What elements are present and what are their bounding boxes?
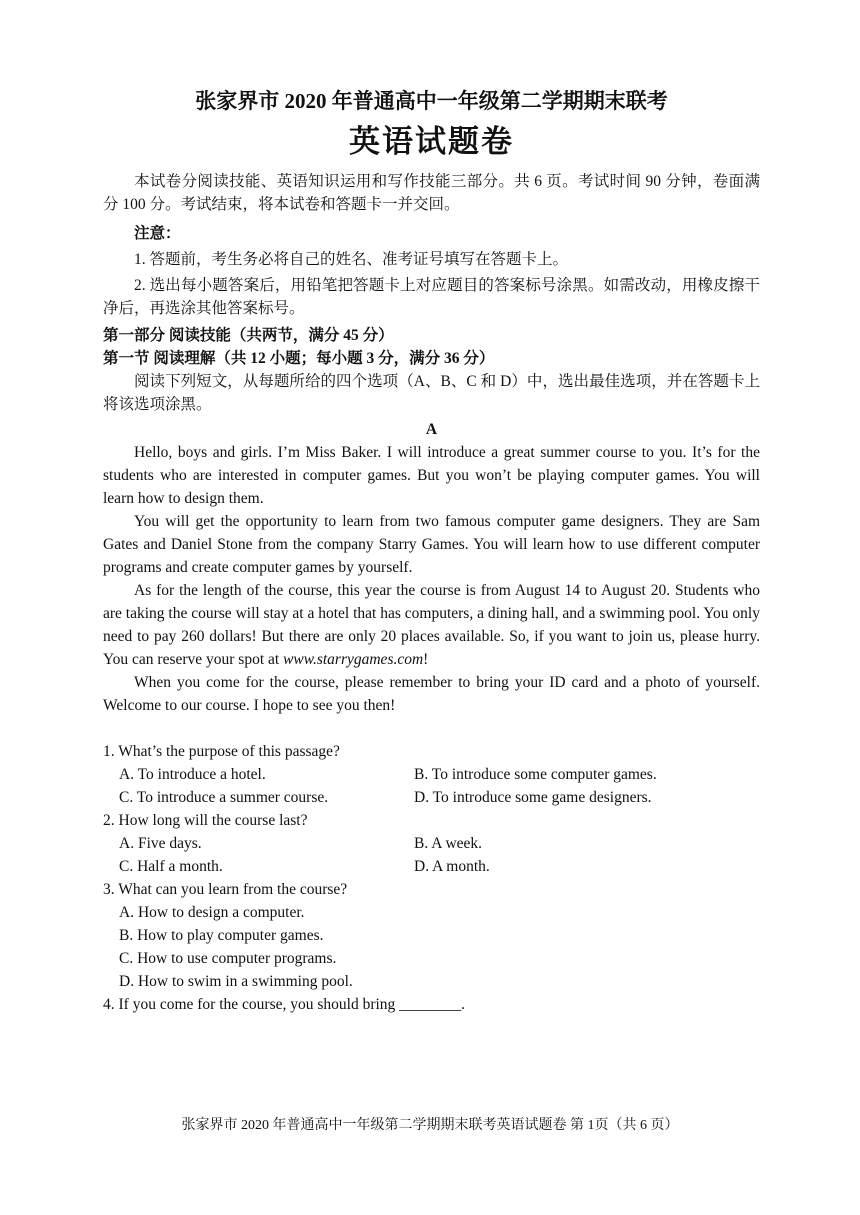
passage-paragraph-4: When you come for the course, please remember to bring your ID card and a photo of yourself. Welcome to our course. I hope to see you then! bbox=[103, 674, 760, 714]
option-row bbox=[103, 786, 760, 809]
option-b: B. A week. bbox=[414, 835, 483, 852]
option-c: C. How to use computer programs. bbox=[119, 950, 337, 967]
question-list bbox=[103, 740, 760, 1016]
notice-item-2: 2. 选出每小题答案后，用铅笔把答题卡上对应题目的答案标号涂黑。如需改动，用橡皮擦干净后，再选涂其他答案标号。 bbox=[103, 277, 760, 317]
notice-label: 注意： bbox=[134, 225, 181, 242]
passage-paragraph-1: Hello, boys and girls. I’m Miss Baker. I will introduce a great summer course to you. It’s for the students who are interested in computer games. But you won’t be playing computer games. You will learn how to design them. bbox=[103, 444, 760, 507]
paragraph-3-end: ! bbox=[423, 651, 429, 668]
option-c: C. Half a month. bbox=[119, 858, 223, 875]
notice-item-1: 1. 答题前，考生务必将自己的姓名、准考证号填写在答题卡上。 bbox=[134, 251, 569, 268]
option-d: D. How to swim in a swimming pool. bbox=[119, 973, 353, 990]
website-link: www.starrygames.com bbox=[283, 651, 424, 668]
question-stem: 2. How long will the course last? bbox=[103, 812, 308, 829]
option-a: A. To introduce a hotel. bbox=[119, 766, 266, 783]
passage-paragraph-3 bbox=[103, 579, 760, 671]
section1-heading: 第一节 阅读理解（共 12 小题；每小题 3 分，满分 36 分） bbox=[103, 350, 495, 367]
exam-subject-title: 英语试题卷 bbox=[349, 124, 514, 159]
page-footer: 张家界市 2020 年普通高中一年级第二学期期末联考英语试题卷 第 1页（共 6 页） bbox=[181, 1118, 679, 1133]
option-d: D. A month. bbox=[414, 858, 490, 875]
option-b: B. To introduce some computer games. bbox=[414, 766, 657, 783]
intro-text: 本试卷分阅读技能、英语知识运用和写作技能三部分。共 6 页。考试时间 90 分钟，卷面满分 100 分。考试结束，将本试卷和答题卡一并交回。 bbox=[103, 173, 760, 213]
question-stem: 3. What can you learn from the course? bbox=[103, 881, 348, 898]
paragraph-3-text: As for the length of the course, this year the course is from August 14 to August 20. Students who are taking the course will stay at a hotel that has computers, a dining hall, and a swimming pool. You only need to pay 260 dollars! But there are only 20 places available. So, if you want to join us, please hurry. You can reserve your spot at bbox=[103, 582, 760, 668]
option-a: A. Five days. bbox=[119, 835, 202, 852]
question-stem: 1. What’s the purpose of this passage? bbox=[103, 743, 340, 760]
option-d: D. To introduce some game designers. bbox=[414, 789, 652, 806]
passage-letter: A bbox=[425, 421, 438, 438]
option-b: B. How to play computer games. bbox=[119, 927, 324, 944]
option-row bbox=[103, 763, 760, 786]
option-c: C. To introduce a summer course. bbox=[119, 789, 329, 806]
passage-paragraph-2: You will get the opportunity to learn from two famous computer game designers. They are Sam Gates and Daniel Stone from the company Starry Games. You will learn how to use different computer programs and create computer games by yourself. bbox=[103, 513, 760, 576]
question-stem: 4. If you come for the course, you should bring ________. bbox=[103, 996, 466, 1013]
exam-title: 张家界市 2020 年普通高中一年级第二学期期末联考 bbox=[195, 89, 668, 113]
part1-heading: 第一部分 阅读技能（共两节，满分 45 分） bbox=[103, 327, 394, 344]
option-row bbox=[103, 855, 760, 878]
option-row bbox=[103, 832, 760, 855]
reading-instructions: 阅读下列短文，从每题所给的四个选项（A、B、C 和 D）中，选出最佳选项，并在答题卡上将该选项涂黑。 bbox=[103, 373, 760, 413]
option-a: A. How to design a computer. bbox=[119, 904, 305, 921]
